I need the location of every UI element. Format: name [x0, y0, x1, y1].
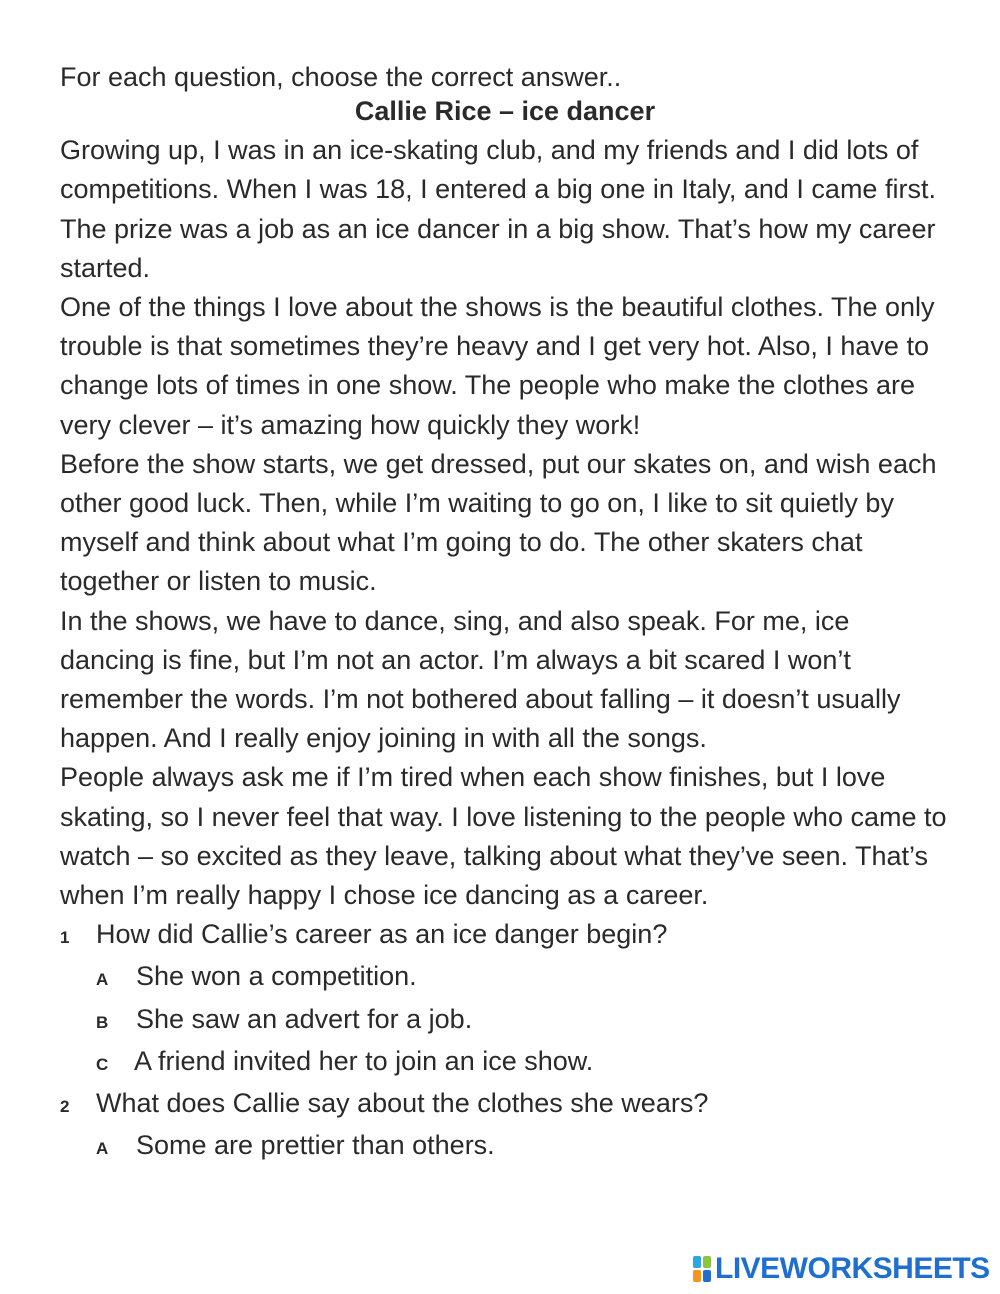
logo-mark-square: [693, 1256, 701, 1268]
question-text: What does Callie say about the clothes she wears?: [96, 1088, 709, 1119]
question-1: [60, 915, 950, 957]
logo-mark-square: [703, 1270, 711, 1282]
option-text: She won a competition.: [136, 961, 417, 992]
question-2: [60, 1084, 950, 1126]
article-paragraph-5: People always ask me if I’m tired when each show finishes, but I love skating, so I never feel that way. I love listening to the people who came to watch – so excited as they leave, talking about what they’ve seen. That’s when I’m really happy I chose ice dancing as a career.: [60, 762, 947, 911]
option-letter: A: [96, 1139, 109, 1159]
instruction-text: For each question, choose the correct answer..: [60, 62, 622, 92]
logo-wordmark: LIVEWORKSHEETS: [715, 1252, 990, 1285]
article-paragraph-2: One of the things I love about the shows is the beautiful clothes. The only trouble is that sometimes they’re heavy and I get very hot. Also, I have to change lots of times in one show. The people who make the clothes are very clever – it’s amazing how quickly they work!: [60, 292, 935, 440]
option-text: Some are prettier than others.: [136, 1130, 495, 1161]
worksheet-content: [60, 58, 950, 1168]
logo-mark-square: [693, 1270, 701, 1282]
article-title: Callie Rice – ice dancer: [354, 96, 656, 127]
article-paragraph-1: Growing up, I was in an ice-skating club, and my friends and I did lots of competitions. When I was 18, I entered a big one in Italy, and I came first. The prize was a job as an ice dancer in a big show. That’s how my career started.: [60, 135, 936, 283]
question-1-option-c[interactable]: [60, 1042, 950, 1084]
article-paragraph-3: Before the show starts, we get dressed, put our skates on, and wish each other good luck. Then, while I’m waiting to go on, I like to sit quietly by myself and think about what I’m going to do. The other skaters chat together or listen to music.: [60, 448, 937, 597]
option-letter: A: [96, 970, 109, 990]
option-text: A friend invited her to join an ice show.: [134, 1045, 594, 1076]
question-text: How did Callie’s career as an ice danger begin?: [96, 919, 668, 950]
question-1-option-b[interactable]: [60, 1000, 950, 1042]
option-letter: C: [96, 1054, 109, 1074]
liveworksheets-logo-icon: [692, 1255, 712, 1283]
option-letter: B: [96, 1012, 109, 1032]
logo-mark-square: [703, 1256, 711, 1268]
article-paragraph-4: In the shows, we have to dance, sing, and also speak. For me, ice dancing is fine, but I’m not an actor. I’m always a bit scared I won’t remember the words. I’m not bothered about falling – it doesn’t usually happen. And I really enjoy joining in with all the songs.: [60, 605, 901, 754]
question-number: 2: [60, 1097, 70, 1117]
liveworksheets-logo: [692, 1252, 990, 1286]
question-number: 1: [60, 928, 70, 948]
question-2-option-a[interactable]: [60, 1126, 950, 1168]
option-text: She saw an advert for a job.: [136, 1003, 473, 1034]
question-1-option-a[interactable]: [60, 957, 950, 999]
